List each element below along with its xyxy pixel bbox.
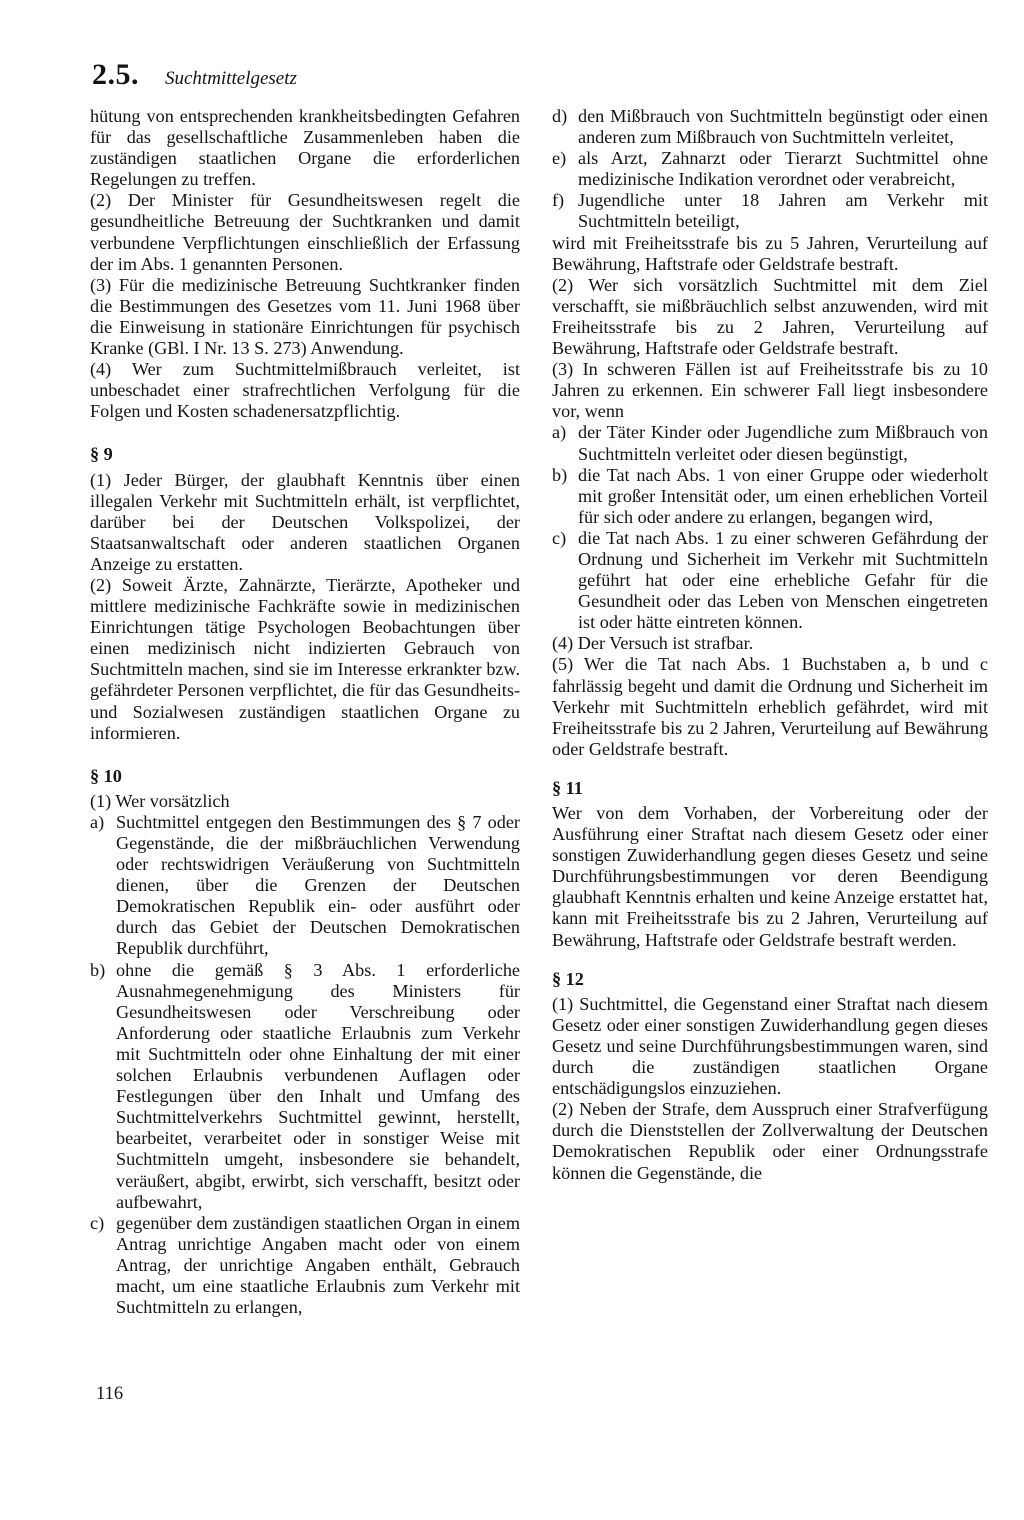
list-text: Jugendliche unter 18 Jahren am Verkehr mit Suchtmitteln beteiligt, — [578, 190, 988, 232]
list-item — [552, 148, 988, 190]
list-label: c) — [552, 527, 567, 548]
paragraph: (2) Neben der Strafe, dem Ausspruch einer Strafverfügung durch die Dienststellen der Zollverwaltung der Deutschen Demokratischen Republik oder einer Ordnungsstrafe können die Gegenstände, die — [552, 1099, 988, 1183]
list-text: die Tat nach Abs. 1 von einer Gruppe oder wiederholt mit großer Intensität oder, um einen erheblichen Vorteil für sich oder andere zu erlangen, begangen wird, — [578, 464, 988, 527]
paragraph: (2) Soweit Ärzte, Zahnärzte, Tierärzte, Apotheker und mittlere medizinische Fachkräfte sowie in medizinischen Einrichtungen tätige Psychologen Beobachtungen über einen medizinisch nicht indizierten Gebrauch von Suchtmitteln machen, sind sie im Interesse erkrankter bzw. gefährdeter Personen verpflichtet, die für das Gesundheits- und Sozialwesen zuständigen staatlichen Organe zu informieren. — [90, 574, 520, 743]
list-item — [552, 190, 988, 232]
paragraph: (1) Suchtmittel, die Gegenstand einer Straftat nach diesem Gesetz oder einer sonstigen Zuwiderhandlung gegen dieses Gesetz und seine Durchführungsbestimmungen waren, sind durch die zuständigen staatlichen Organe entschädigungslos einzuziehen. — [552, 993, 988, 1099]
list-label: f) — [552, 190, 565, 211]
list-label: c) — [90, 1212, 105, 1233]
paragraph: (3) Für die medizinische Betreuung Suchtkranker finden die Bestimmungen des Gesetzes vom 11. Juni 1968 über die Einweisung in stationäre Einrichtungen für psychisch Kranke (GBl. I Nr. 13 S. 273) Anwendung. — [90, 274, 520, 359]
list-label: a) — [552, 422, 567, 443]
list-label: e) — [552, 148, 567, 169]
list-item — [90, 1213, 520, 1318]
paragraph: Wer von dem Vorhaben, der Vorbereitung oder der Ausführung einer Straftat nach diesem Gesetz oder einer sonstigen Zuwiderhandlung gegen dieses Gesetz und seine Durchführungsbestimmungen vor deren Beendigung glaubhaft Kenntnis erhalten und keine Anzeige erstattet hat, kann mit Freiheitsstrafe bis zu 2 Jahren, Verurteilung auf Bewährung, Haftstrafe oder Geldstrafe bestraft werden. — [552, 803, 988, 950]
left-column — [90, 106, 520, 1318]
list-item — [90, 960, 520, 1213]
paragraph: (2) Der Minister für Gesundheitswesen regelt die gesundheitliche Betreuung der Suchtkranken und damit verbundene Verpflichtungen einschließlich der Erfassung der im Abs. 1 genannten Personen. — [90, 190, 520, 274]
paragraph: (3) In schweren Fällen ist auf Freiheitsstrafe bis zu 10 Jahren zu erkennen. Ein schwerer Fall liegt insbesondere vor, wenn — [552, 359, 988, 422]
list-item — [552, 422, 988, 464]
paragraph: wird mit Freiheitsstrafe bis zu 5 Jahren, Verurteilung auf Bewährung, Haftstrafe oder Geldstrafe bestraft. — [552, 232, 988, 274]
paragraph: hütung von entsprechenden krankheitsbedingten Gefahren für das gesellschaftliche Zusammenleben haben die zuständigen staatlichen Organe die erforderlichen Regelungen zu treffen. — [90, 106, 520, 190]
list-label: b) — [552, 464, 568, 485]
list-text: den Mißbrauch von Suchtmitteln begünstigt oder einen anderen zum Mißbrauch von Suchtmitteln verleitet, — [578, 106, 988, 148]
section-heading-9: § 9 — [90, 444, 113, 465]
right-column — [552, 106, 988, 1184]
section-number: 2.5. — [92, 58, 139, 91]
list-label: b) — [90, 959, 106, 980]
list-text: Suchtmittel entgegen den Bestimmungen des § 7 oder Gegenstände, die der mißbräuchlichen Verwendung oder rechtswidrigen Veräußerung von Suchtmitteln dienen, über die Grenzen der Deutschen Demokratischen Republik ein- oder ausführt oder durch das Gebiet der Deutschen Demokratischen Republik durchführt, — [116, 811, 520, 959]
page-number: 116 — [96, 1384, 124, 1404]
section-title: Suchtmittelgesetz — [165, 68, 297, 89]
list-item — [552, 528, 988, 633]
list-text: als Arzt, Zahnarzt oder Tierarzt Suchtmittel ohne medizinische Indikation verordnet oder verabreicht, — [578, 148, 988, 190]
list-text: die Tat nach Abs. 1 zu einer schweren Gefährdung der Ordnung und Sicherheit im Verkehr mit Suchtmitteln geführt hat oder eine erhebliche Gefahr für die Gesundheit oder das Leben von Menschen eingetreten ist oder hätte eintreten können. — [578, 527, 988, 633]
list-item — [552, 106, 988, 148]
list-text: gegenüber dem zuständigen staatlichen Organ in einem Antrag unrichtige Angaben macht oder von einem Antrag, der unrichtige Angaben enthält, Gebrauch macht, um eine staatliche Erlaubnis zum Verkehr mit Suchtmitteln zu erlangen, — [116, 1212, 520, 1318]
list-item — [90, 812, 520, 960]
list-label: a) — [90, 811, 105, 832]
paragraph: (1) Wer vorsätzlich — [90, 790, 230, 811]
section-heading-11: § 11 — [552, 777, 583, 798]
section-heading-12: § 12 — [552, 968, 584, 989]
paragraph: (4) Wer zum Suchtmittelmißbrauch verleitet, ist unbeschadet einer strafrechtlichen Verfolgung für die Folgen und Kosten schadenersatzpflichtig. — [90, 359, 520, 422]
paragraph: (4) Der Versuch ist strafbar. — [552, 633, 754, 654]
list-text: der Täter Kinder oder Jugendliche zum Mißbrauch von Suchtmitteln verleitet oder diesen begünstigt, — [578, 422, 988, 464]
list-label: d) — [552, 106, 568, 126]
paragraph: (5) Wer die Tat nach Abs. 1 Buchstaben a, b und c fahrlässig begeht und damit die Ordnung und Sicherheit im Verkehr mit Suchtmitteln erheblich gefährdet, wird mit Freiheitsstrafe bis zu 2 Jahren, Verurteilung auf Bewährung oder Geldstrafe bestraft. — [552, 654, 988, 759]
section-heading-10: § 10 — [90, 765, 122, 786]
paragraph: (2) Wer sich vorsätzlich Suchtmittel mit dem Ziel verschafft, sie mißbräuchlich selbst anzuwenden, wird mit Freiheitsstrafe bis zu 2 Jahren, Verurteilung auf Bewährung, Haftstrafe oder Geldstrafe bestraft. — [552, 274, 988, 359]
list-text: ohne die gemäß § 3 Abs. 1 erforderliche Ausnahmegenehmigung des Ministers für Gesundheitswesen oder Verschreibung oder Anforderung oder staatliche Erlaubnis zum Verkehr mit Suchtmitteln oder ohne Einhaltung der mit einer solchen Erlaubnis verbundenen Auflagen oder Festlegungen über den Inhalt und Umfang des Suchtmittelverkehrs Suchtmittel gewinnt, herstellt, bearbeitet, verarbeitet oder in sonstiger Weise mit Suchtmitteln umgeht, insbesondere sie behandelt, veräußert, abgibt, erwirbt, sich verschafft, besitzt oder aufbewahrt, — [116, 959, 520, 1212]
paragraph: (1) Jeder Bürger, der glaubhaft Kenntnis über einen illegalen Verkehr mit Suchtmitteln erhält, ist verpflichtet, darüber bei der Deutschen Volkspolizei, der Staatsanwaltschaft oder anderen staatlichen Organen Anzeige zu erstatten. — [90, 469, 520, 574]
page-header — [92, 58, 297, 92]
list-item — [552, 465, 988, 528]
